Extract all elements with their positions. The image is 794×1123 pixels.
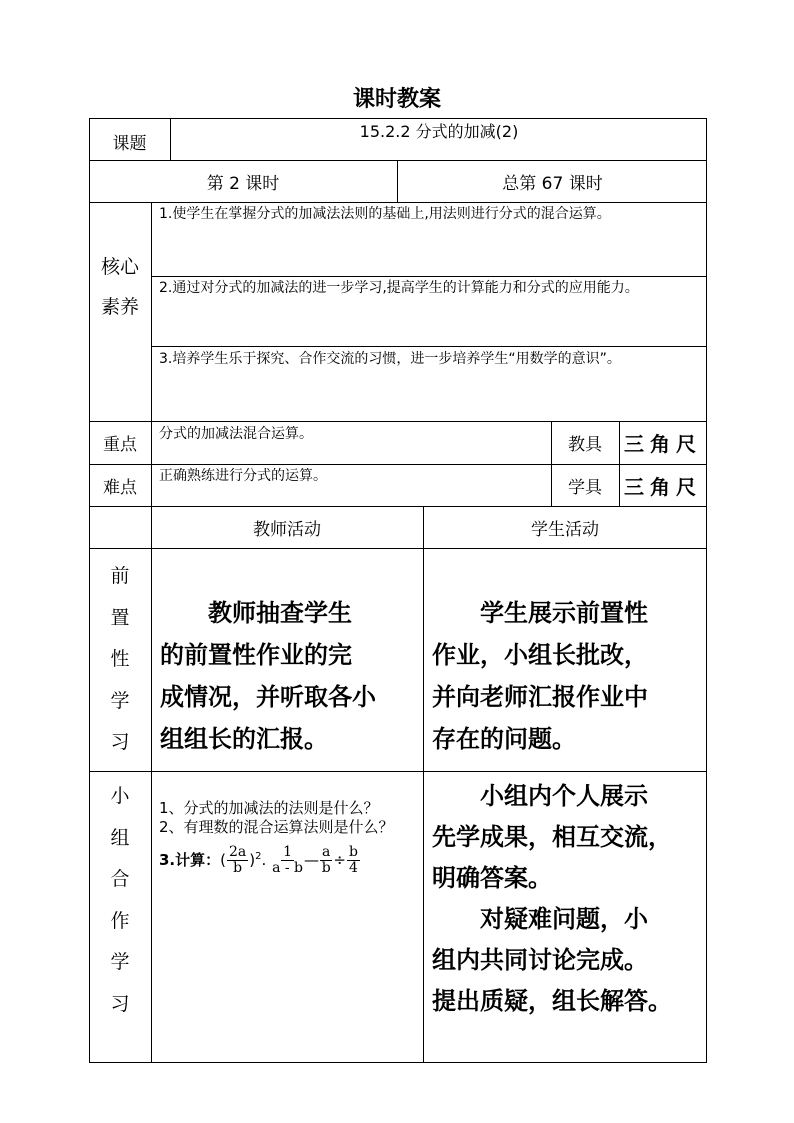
question-1: 1、分式的加减法的法则是什么？ — [159, 799, 379, 817]
difficulty-text: 正确熟练进行分式的运算。 — [159, 468, 327, 484]
teacher-activity-header: 教师活动 — [253, 519, 321, 540]
teaching-aid: 三角尺 — [624, 432, 702, 456]
learning-aid: 三角尺 — [624, 474, 702, 499]
group-questions — [159, 799, 421, 876]
objective-1: 1.使学生在掌握分式的加减法法则的基础上,用法则进行分式的混合运算。 — [159, 206, 611, 222]
topic-title: 15.2.2 分式的加减(2) — [359, 121, 519, 141]
pre-study-student-activity: 学生展示前置性 作业，小组长批改， 并向老师汇报作业中 存在的问题。 — [432, 598, 648, 753]
key-point-text: 分式的加减法混合运算。 — [159, 426, 313, 442]
teaching-aid-label: 教具 — [568, 435, 602, 455]
pre-study-label: 前 置 性 学 习 — [110, 565, 130, 753]
objective-2: 2.通过对分式的加减法的进一步学习,提高学生的计算能力和分式的应用能力。 — [159, 280, 639, 296]
group-student-activity: 小组内个人展示 先学成果，相互交流， 明确答案。 对疑难问题，小 组内共同讨论完成。 提出质疑，组长解答。 — [432, 781, 672, 1015]
page-title: 课时教案 — [352, 86, 441, 112]
topic-label: 课题 — [112, 133, 147, 154]
lesson-number: 第 2 课时 — [206, 173, 280, 194]
difficulty-label: 难点 — [103, 477, 137, 498]
core-competency-label: 核心 素养 — [100, 256, 139, 318]
student-activity-header: 学生活动 — [531, 519, 599, 540]
key-point-label: 重点 — [103, 435, 137, 455]
pre-study-teacher-activity: 教师抽查学生 的前置性作业的完 成情况，并听取各小 组组长的汇报。 — [160, 598, 376, 753]
objective-3: 3.培养学生乐于探究、合作交流的习惯，进一步培养学生“用数学的意识”。 — [159, 351, 621, 367]
total-lesson-number: 总第 67 课时 — [502, 173, 603, 194]
question-2: 2、有理数的混合运算法则是什么？ — [159, 818, 394, 836]
question-3: 3.计算：( $\frac{2a}{b}$ )$^2$. $\frac{1}{a - b}$ — $\frac{a}{b}$ ÷ $\frac{b}{4}$ — [159, 844, 358, 876]
learning-aid-label: 学具 — [568, 477, 602, 498]
group-cooperation-label: 小 组 合 作 学 习 — [110, 785, 130, 1015]
